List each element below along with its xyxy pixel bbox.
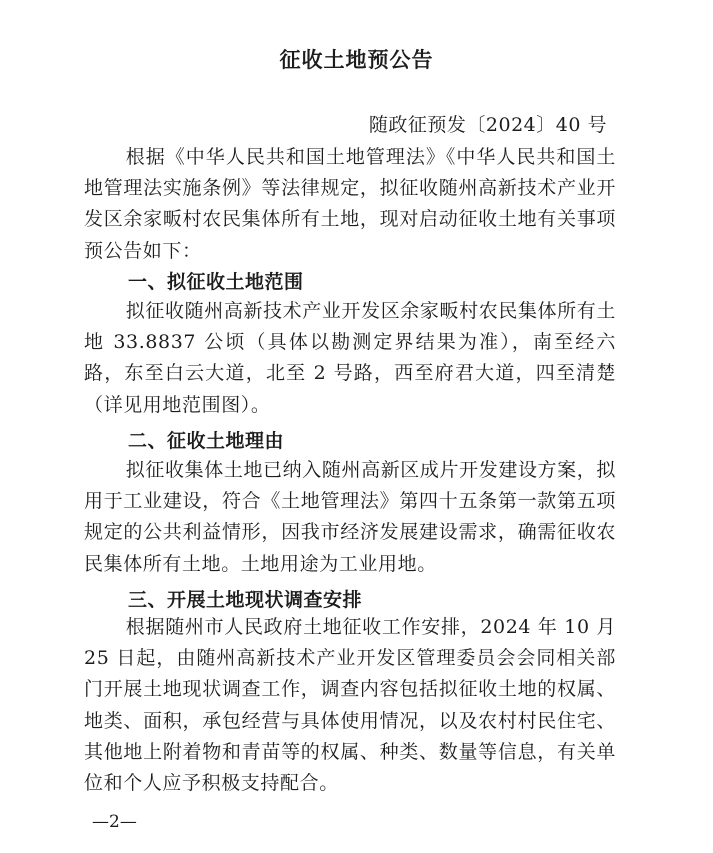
section-heading-survey: 三、开展土地现状调查安排 (128, 589, 363, 611)
page-title: 征收土地预公告 (279, 48, 434, 72)
document-number: 随政征预发〔2024〕40 号 (368, 114, 607, 136)
section-text-reason: 拟征收集体土地已纳入随州高新区成片开发建设方案，拟用于工业建设，符合《土地管理法》第四十五条第一款第五项规定的公共利益情形，因我市经济发展建设需求，确需征收农民集体所有土地。土地用途为工业用地。 (84, 459, 616, 575)
page-number: —2— (92, 812, 137, 832)
section-heading-scope: 一、拟征收土地范围 (128, 271, 304, 293)
section-heading-reason: 二、征收土地理由 (128, 430, 285, 452)
section-text-survey: 根据随州市人民政府土地征收工作安排，2024 年 10 月 25 日起，由随州高新技术产业开发区管理委员会会同相关部门开展土地现状调查工作，调查内容包括拟征收土地的权属、地类、面积，承包经营与具体使用情况，以及农村村民住宅、其他地上附着物和青苗等的权属、种类、数量等信息，有关单位和个人应予积极支持配合。 (84, 616, 616, 795)
section-text-scope: 拟征收随州高新技术产业开发区余家畈村农民集体所有土地 33.8837 公顷（具体以勘测定界结果为准），南至经六路，东至白云大道，北至 2 号路，西至府君大道，四至清楚（详见用地范围图）。 (84, 300, 616, 416)
intro-paragraph: 根据《中华人民共和国土地管理法》《中华人民共和国土地管理法实施条例》等法律规定，拟征收随州高新技术产业开发区余家畈村农民集体所有土地，现对启动征收土地有关事项预公告如下： (84, 146, 616, 262)
